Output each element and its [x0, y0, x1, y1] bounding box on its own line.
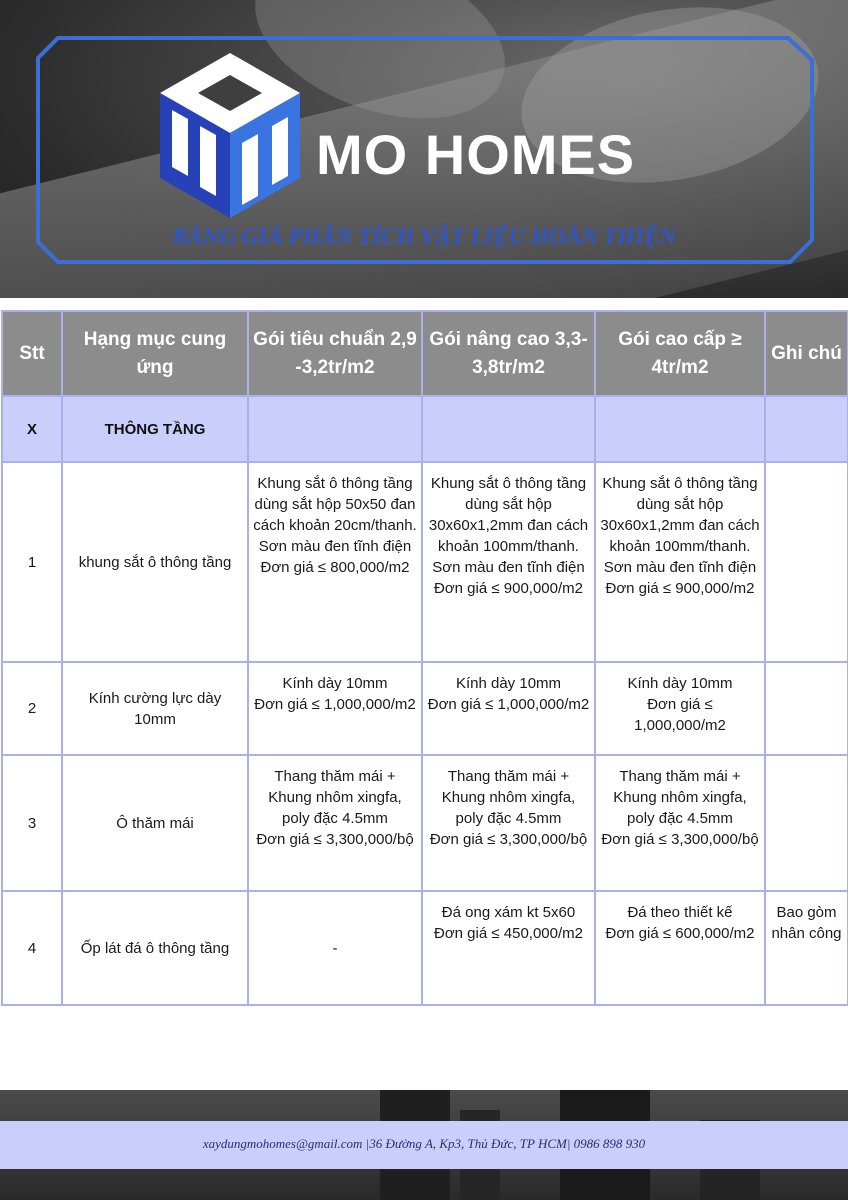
table-header-row	[2, 311, 848, 396]
row-item: Kính cường lực dày 10mm	[62, 662, 248, 755]
row-note	[765, 462, 848, 662]
row-advanced: Đá ong xám kt 5x60 Đơn giá ≤ 450,000/m2	[422, 891, 595, 1005]
section-empty-cell	[422, 396, 595, 462]
row-standard: Thang thăm mái + Khung nhôm xingfa, poly đặc 4.5mm Đơn giá ≤ 3,300,000/bộ	[248, 755, 422, 891]
row-premium: Thang thăm mái + Khung nhôm xingfa, poly đặc 4.5mm Đơn giá ≤ 3,300,000/bộ	[595, 755, 765, 891]
table-row	[2, 891, 848, 1005]
section-title: THÔNG TẦNG	[62, 396, 248, 462]
row-stt: 2	[2, 662, 62, 755]
row-standard: -	[248, 891, 422, 1005]
header-note: Ghi chú	[765, 311, 848, 396]
header-item: Hạng mục cung ứng	[62, 311, 248, 396]
footer-contact: xaydungmohomes@gmail.com |36 Đường A, Kp3, Thủ Đức, TP HCM| 0986 898 930	[202, 1136, 646, 1151]
header-premium: Gói cao cấp ≥ 4tr/m2	[595, 311, 765, 396]
header-standard: Gói tiêu chuẩn 2,9 -3,2tr/m2	[248, 311, 422, 396]
section-empty-cell	[248, 396, 422, 462]
table-row	[2, 462, 848, 662]
section-row	[2, 396, 848, 462]
row-item: Ốp lát đá ô thông tầng	[62, 891, 248, 1005]
table-row	[2, 662, 848, 755]
row-stt: 4	[2, 891, 62, 1005]
price-table	[1, 310, 848, 1006]
row-item: Ô thăm mái	[62, 755, 248, 891]
row-advanced: Khung sắt ô thông tầng dùng sắt hộp 30x60x1,2mm đan cách khoản 100mm/thanh. Sơn màu đen tĩnh điện Đơn giá ≤ 900,000/m2	[422, 462, 595, 662]
row-premium: Kính dày 10mm Đơn giá ≤ 1,000,000/m2	[595, 662, 765, 755]
row-stt: 3	[2, 755, 62, 891]
brand-name: MO HOMES	[316, 123, 636, 186]
row-note: Bao gòm nhân công	[765, 891, 848, 1005]
section-empty-cell	[765, 396, 848, 462]
row-advanced: Thang thăm mái + Khung nhôm xingfa, poly đặc 4.5mm Đơn giá ≤ 3,300,000/bộ	[422, 755, 595, 891]
header-banner	[0, 0, 848, 300]
row-premium: Khung sắt ô thông tầng dùng sắt hộp 30x60x1,2mm đan cách khoản 100mm/thanh. Sơn màu đen tĩnh điện Đơn giá ≤ 900,000/m2	[595, 462, 765, 662]
section-empty-cell	[595, 396, 765, 462]
row-item: khung sắt ô thông tầng	[62, 462, 248, 662]
row-advanced: Kính dày 10mm Đơn giá ≤ 1,000,000/m2	[422, 662, 595, 755]
table-row	[2, 755, 848, 891]
row-stt: 1	[2, 462, 62, 662]
header-stt: Stt	[2, 311, 62, 396]
row-note	[765, 755, 848, 891]
divider	[0, 298, 848, 308]
page-subtitle: BẢNG GIÁ PHÂN TÍCH VẬT LIỆU HOÀN THIỆN	[171, 224, 677, 249]
row-standard: Khung sắt ô thông tầng dùng sắt hộp 50x50 đan cách khoản 20cm/thanh. Sơn màu đen tĩnh điện Đơn giá ≤ 800,000/m2	[248, 462, 422, 662]
row-note	[765, 662, 848, 755]
row-standard: Kính dày 10mm Đơn giá ≤ 1,000,000/m2	[248, 662, 422, 755]
header-advanced: Gói nâng cao 3,3-3,8tr/m2	[422, 311, 595, 396]
cube-logo-icon	[150, 48, 310, 223]
section-stt: X	[2, 396, 62, 462]
row-premium: Đá theo thiết kế Đơn giá ≤ 600,000/m2	[595, 891, 765, 1005]
